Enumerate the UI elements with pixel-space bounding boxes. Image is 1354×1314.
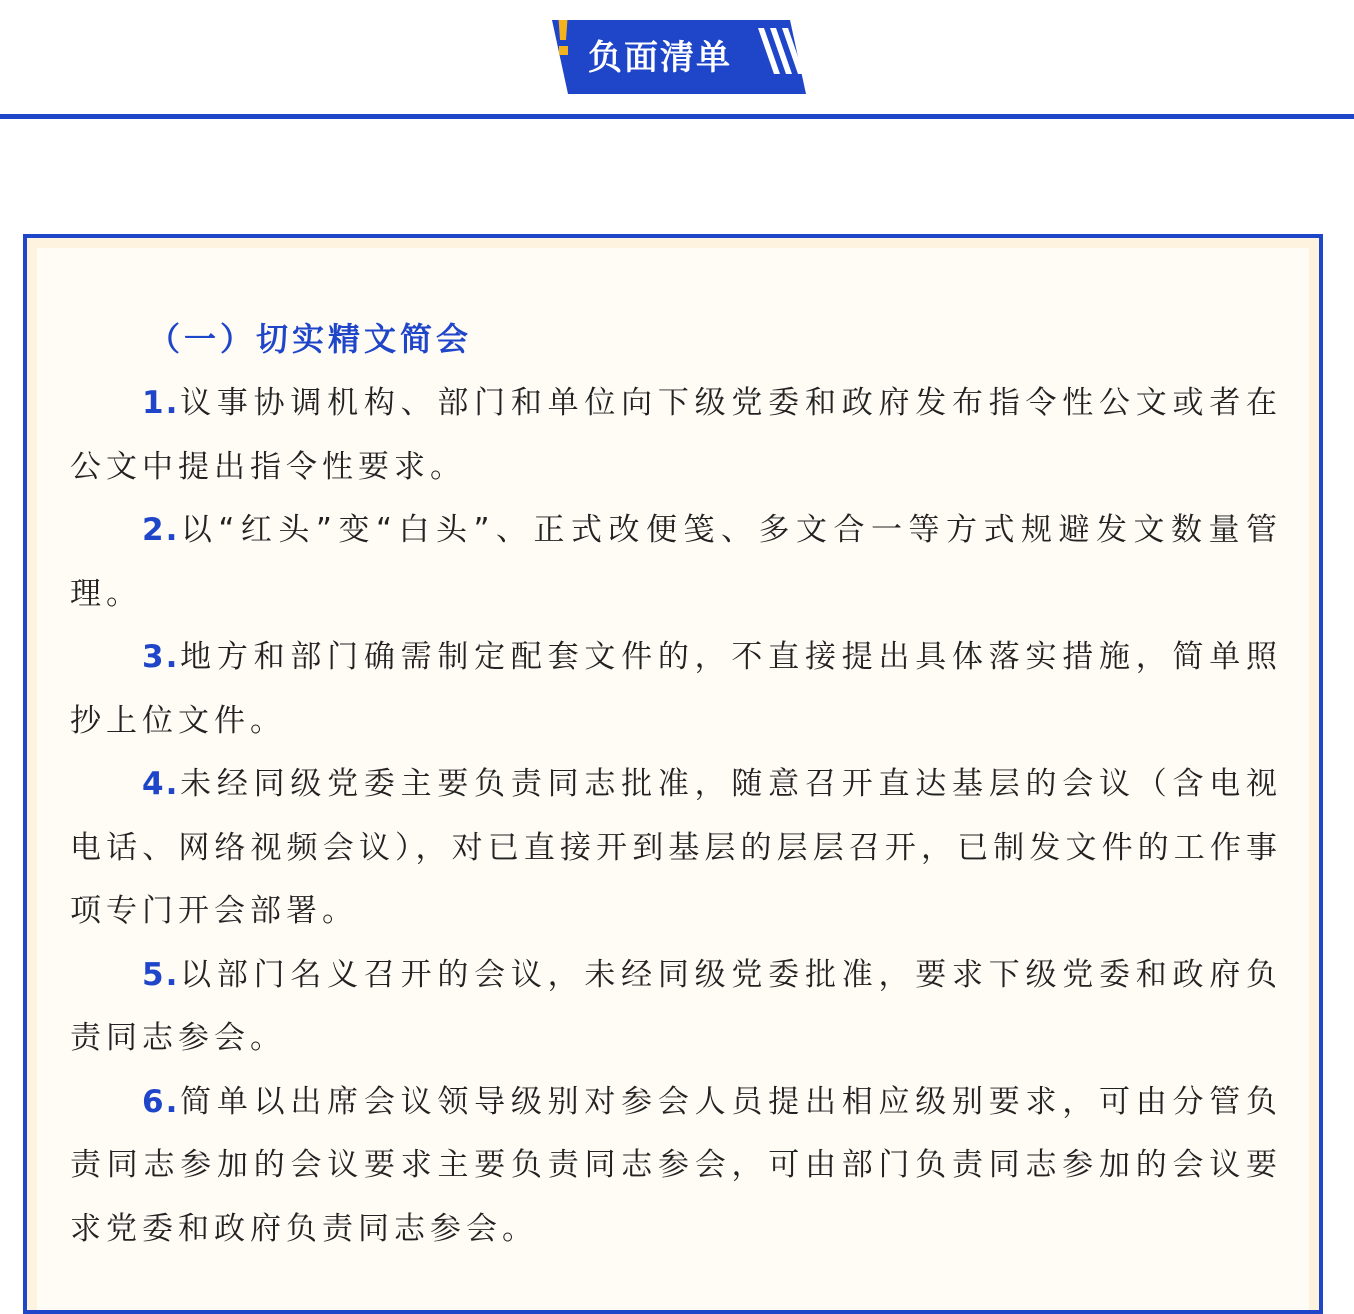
item-text: 未经同级党委主要负责同志批准，随意召开直达基层的会议（含电视电话、网络视频会议），对已直接开到基层的层层召开，已制发文件的工作事项专门开会部署。 <box>70 766 1282 929</box>
item-number: 5. <box>142 956 180 993</box>
item-text: 地方和部门确需制定配套文件的，不直接提出具体落实措施，简单照抄上位文件。 <box>70 639 1282 739</box>
item-number: 1. <box>142 385 180 421</box>
list-item <box>70 499 1282 626</box>
item-text: 议事协调机构、部门和单位向下级党委和政府发布指令性公文或者在公文中提出指令性要求。 <box>70 385 1282 485</box>
item-number: 2. <box>142 512 180 548</box>
header-divider <box>0 114 1354 119</box>
item-text: 简单以出席会议领导级别对参会人员提出相应级别要求，可由分管负责同志参加的会议要求主要负责同志参会，可由部门负责同志参加的会议要求党委和政府负责同志参会。 <box>70 1083 1282 1247</box>
header-banner <box>548 20 808 94</box>
list-item <box>70 944 1282 1071</box>
item-number: 6. <box>142 1083 180 1120</box>
section-heading: （一）切实精文简会 <box>148 320 473 358</box>
item-text: 以“红头”变“白头”、正式改便笺、多文合一等方式规避发文数量管理。 <box>70 512 1282 612</box>
item-number: 3. <box>142 639 180 675</box>
page-title: 负面清单 <box>588 38 732 78</box>
item-list <box>70 372 1282 1261</box>
item-text: 以部门名义召开的会议，未经同级党委批准，要求下级党委和政府负责同志参会。 <box>70 956 1282 1056</box>
list-item <box>70 626 1282 753</box>
item-number: 4. <box>142 766 180 802</box>
list-item <box>70 372 1282 499</box>
list-item <box>70 1071 1282 1262</box>
list-item <box>70 753 1282 944</box>
